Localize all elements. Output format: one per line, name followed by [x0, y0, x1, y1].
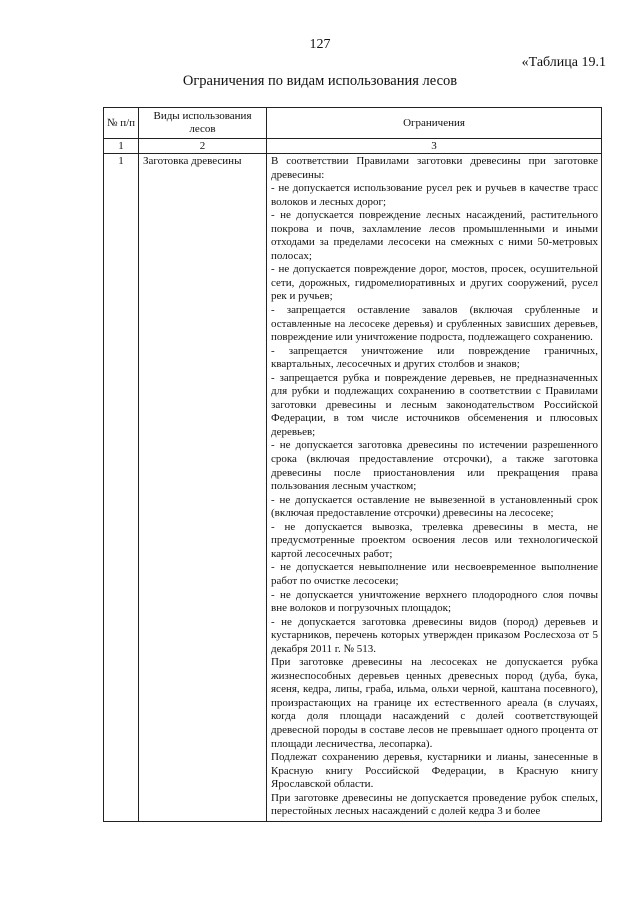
limit-paragraph: В соответствии Правилами заготовки древесины при заготовке древесины:: [271, 155, 598, 181]
table-row: [104, 154, 602, 822]
page-number: 127: [309, 37, 331, 52]
limit-paragraph: - не допускается повреждение лесных насаждений, растительного покрова и почв, захламление лесов промышленными и иными отходами за пределами лесосеки на смежных с ними 50-метровых полосах;: [271, 209, 598, 262]
limit-paragraph: При заготовке древесины не допускается проведение рубок спелых, перестойных лесных насаждений с долей кедра 3 и более: [271, 791, 598, 818]
table-reference: «Таблица 19.1: [521, 55, 606, 70]
limit-paragraph: - не допускается заготовка древесины по истечении разрешенного срока (включая предоставление отсрочки), а также заготовка древесины после приостановления или прекращения права пользования лесным участком;: [271, 439, 598, 493]
header-limits: Ограничения: [267, 108, 602, 139]
column-number-row: [104, 139, 602, 154]
column-number-3: 3: [267, 139, 602, 154]
column-number-2: 2: [139, 139, 267, 154]
header-kind: Виды использования лесов: [139, 108, 267, 139]
limit-paragraph: - не допускается вывозка, трелевка древесины в места, не предусмотренные проектом освоения лесов или технологической картой лесосечных работ;: [271, 520, 598, 560]
limit-paragraph: - запрещается рубка и повреждение деревьев, не предназначенных для рубки и подлежащих сохранению в соответствии с Правилами заготовки древесины и лесным законодательством Российской Федерации, в том числе источников обсеменения и плюсовых деревьев;: [271, 371, 598, 438]
table-title: Ограничения по видам использования лесов: [182, 73, 458, 89]
row-number: 1: [104, 154, 139, 822]
limit-paragraph: - не допускается невыполнение или несвоевременное выполнение работ по очистке лесосеки;: [271, 561, 598, 587]
row-kind: Заготовка древесины: [139, 154, 267, 822]
limit-paragraph: - запрещается уничтожение или повреждение граничных, квартальных, лесосечных и других столбов и знаков;: [271, 344, 598, 371]
limit-paragraph: - запрещается оставление завалов (включая срубленные и оставленные на лесосеке деревья) и срубленных зависших деревьев, повреждение или уничтожение подроста, подлежащего сохранению.: [271, 304, 598, 344]
limit-paragraph: - не допускается оставление не вывезенной в установленный срок (включая предоставление отсрочки) древесины на лесосеке;: [271, 493, 598, 520]
limit-paragraph: Подлежат сохранению деревья, кустарники и лианы, занесенные в Красную книгу Российской Федерации, в Красную книгу Ярославской области.: [271, 751, 598, 791]
limit-paragraph: - не допускается использование русел рек и ручьев в качестве трасс волоков и лесных дорог;: [271, 182, 598, 208]
header-row: [104, 108, 602, 139]
row-limits: [267, 154, 602, 822]
limits-table: [103, 107, 602, 822]
limit-paragraph: - не допускается заготовка древесины видов (пород) деревьев и кустарников, перечень которых утвержден приказом Рослесхоза от 5 декабря 2011 г. № 513.: [271, 615, 598, 655]
limit-paragraph: При заготовке древесины на лесосеках не допускается рубка жизнеспособных деревьев ценных древесных пород (дуба, бука, ясеня, кедра, липы, граба, ильма, ольхи черной, каштана посевного), произрастающих на границе их естественного ареала (в случаях, когда доля площади насаждений с долей соответствующей древесной породы в составе лесов не превышает одного процента от площади лесничества, лесопарка).: [271, 656, 598, 750]
limit-paragraph: - не допускается уничтожение верхнего плодородного слоя почвы вне волоков и погрузочных площадок;: [271, 588, 598, 615]
limit-paragraph: - не допускается повреждение дорог, мостов, просек, осушительной сети, дорожных, гидромелиоративных и других сооружений, русел рек и ручьев;: [271, 263, 598, 303]
header-num: № п/п: [104, 108, 139, 139]
column-number-1: 1: [104, 139, 139, 154]
